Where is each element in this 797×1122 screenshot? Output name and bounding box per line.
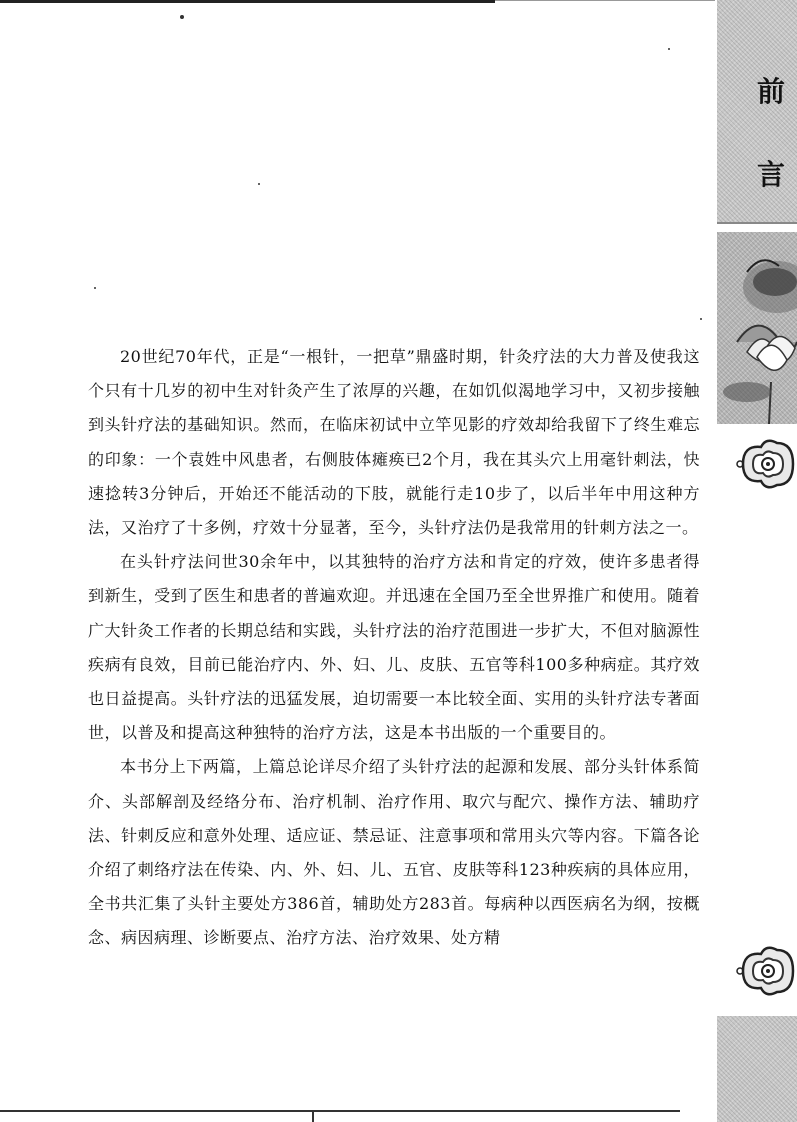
lotus-illustration — [717, 232, 797, 424]
cloud-ornament-icon — [735, 942, 797, 1000]
scan-speck — [180, 15, 184, 19]
top-rule — [0, 0, 495, 3]
side-tab-title-panel — [717, 0, 797, 224]
scan-speck — [258, 183, 260, 185]
side-tab-strip — [717, 0, 797, 1122]
bottom-rule-tick — [312, 1110, 314, 1122]
top-rule-faint — [495, 0, 715, 1]
cloud-ornament-icon — [735, 435, 797, 493]
preface-paragraph: 本书分上下两篇，上篇总论详尽介绍了头针疗法的起源和发展、部分头针体系简介、头部解剖及经络分布、治疗机制、治疗作用、取穴与配穴、操作方法、辅助疗法、针刺反应和意外处理、适应证、禁忌证、注意事项和常用头穴等内容。下篇各论介绍了刺络疗法在传染、内、外、妇、儿、五官、皮肤等科123种疾病的具体应用，全书共汇集了头针主要处方386首，辅助处方283首。每病种以西医病名为纲，按概念、病因病理、诊断要点、治疗方法、治疗效果、处方精 — [88, 757, 700, 948]
side-tab-title-char: 言 — [756, 158, 785, 191]
preface-paragraph: 20世纪70年代，正是“一根针，一把草”鼎盛时期，针灸疗法的大力普及使我这个只有十几岁的初中生对针灸产生了浓厚的兴趣，在如饥似渴地学习中，又初步接触到头针疗法的基础知识。然而，在临床初试中立竿见影的疗效却给我留下了终生难忘的印象：一个袁姓中风患者，右侧肢体瘫痪已2个月，我在其头穴上用毫针刺法，快速捻转3分钟后，开始还不能活动的下肢，就能行走10步了，以后半年中用这种方法，又治疗了十多例，疗效十分显著，至今，头针疗法仍是我常用的针刺方法之一。 — [88, 347, 700, 538]
scan-speck — [94, 287, 96, 289]
scan-speck — [700, 318, 702, 320]
side-tab-title-char: 前 — [756, 75, 785, 108]
preface-paragraph: 在头针疗法问世30余年中，以其独特的治疗方法和肯定的疗效，使许多患者得到新生，受到了医生和患者的普遍欢迎。并迅速在全国乃至全世界推广和使用。随着广大针灸工作者的长期总结和实践，头针疗法的治疗范围进一步扩大，不但对脑源性疾病有良效，目前已能治疗内、外、妇、儿、皮肤、五官等科100多种病症。其疗效也日益提高。头针疗法的迅猛发展，迫切需要一本比较全面、实用的头针疗法专著面世，以普及和提高这种独特的治疗方法，这是本书出版的一个重要目的。 — [88, 552, 700, 743]
bottom-rule — [0, 1110, 680, 1112]
preface-body — [88, 340, 700, 956]
scan-speck — [668, 48, 670, 50]
lotus-icon — [717, 232, 797, 424]
side-tab-bottom-panel — [717, 1016, 797, 1122]
